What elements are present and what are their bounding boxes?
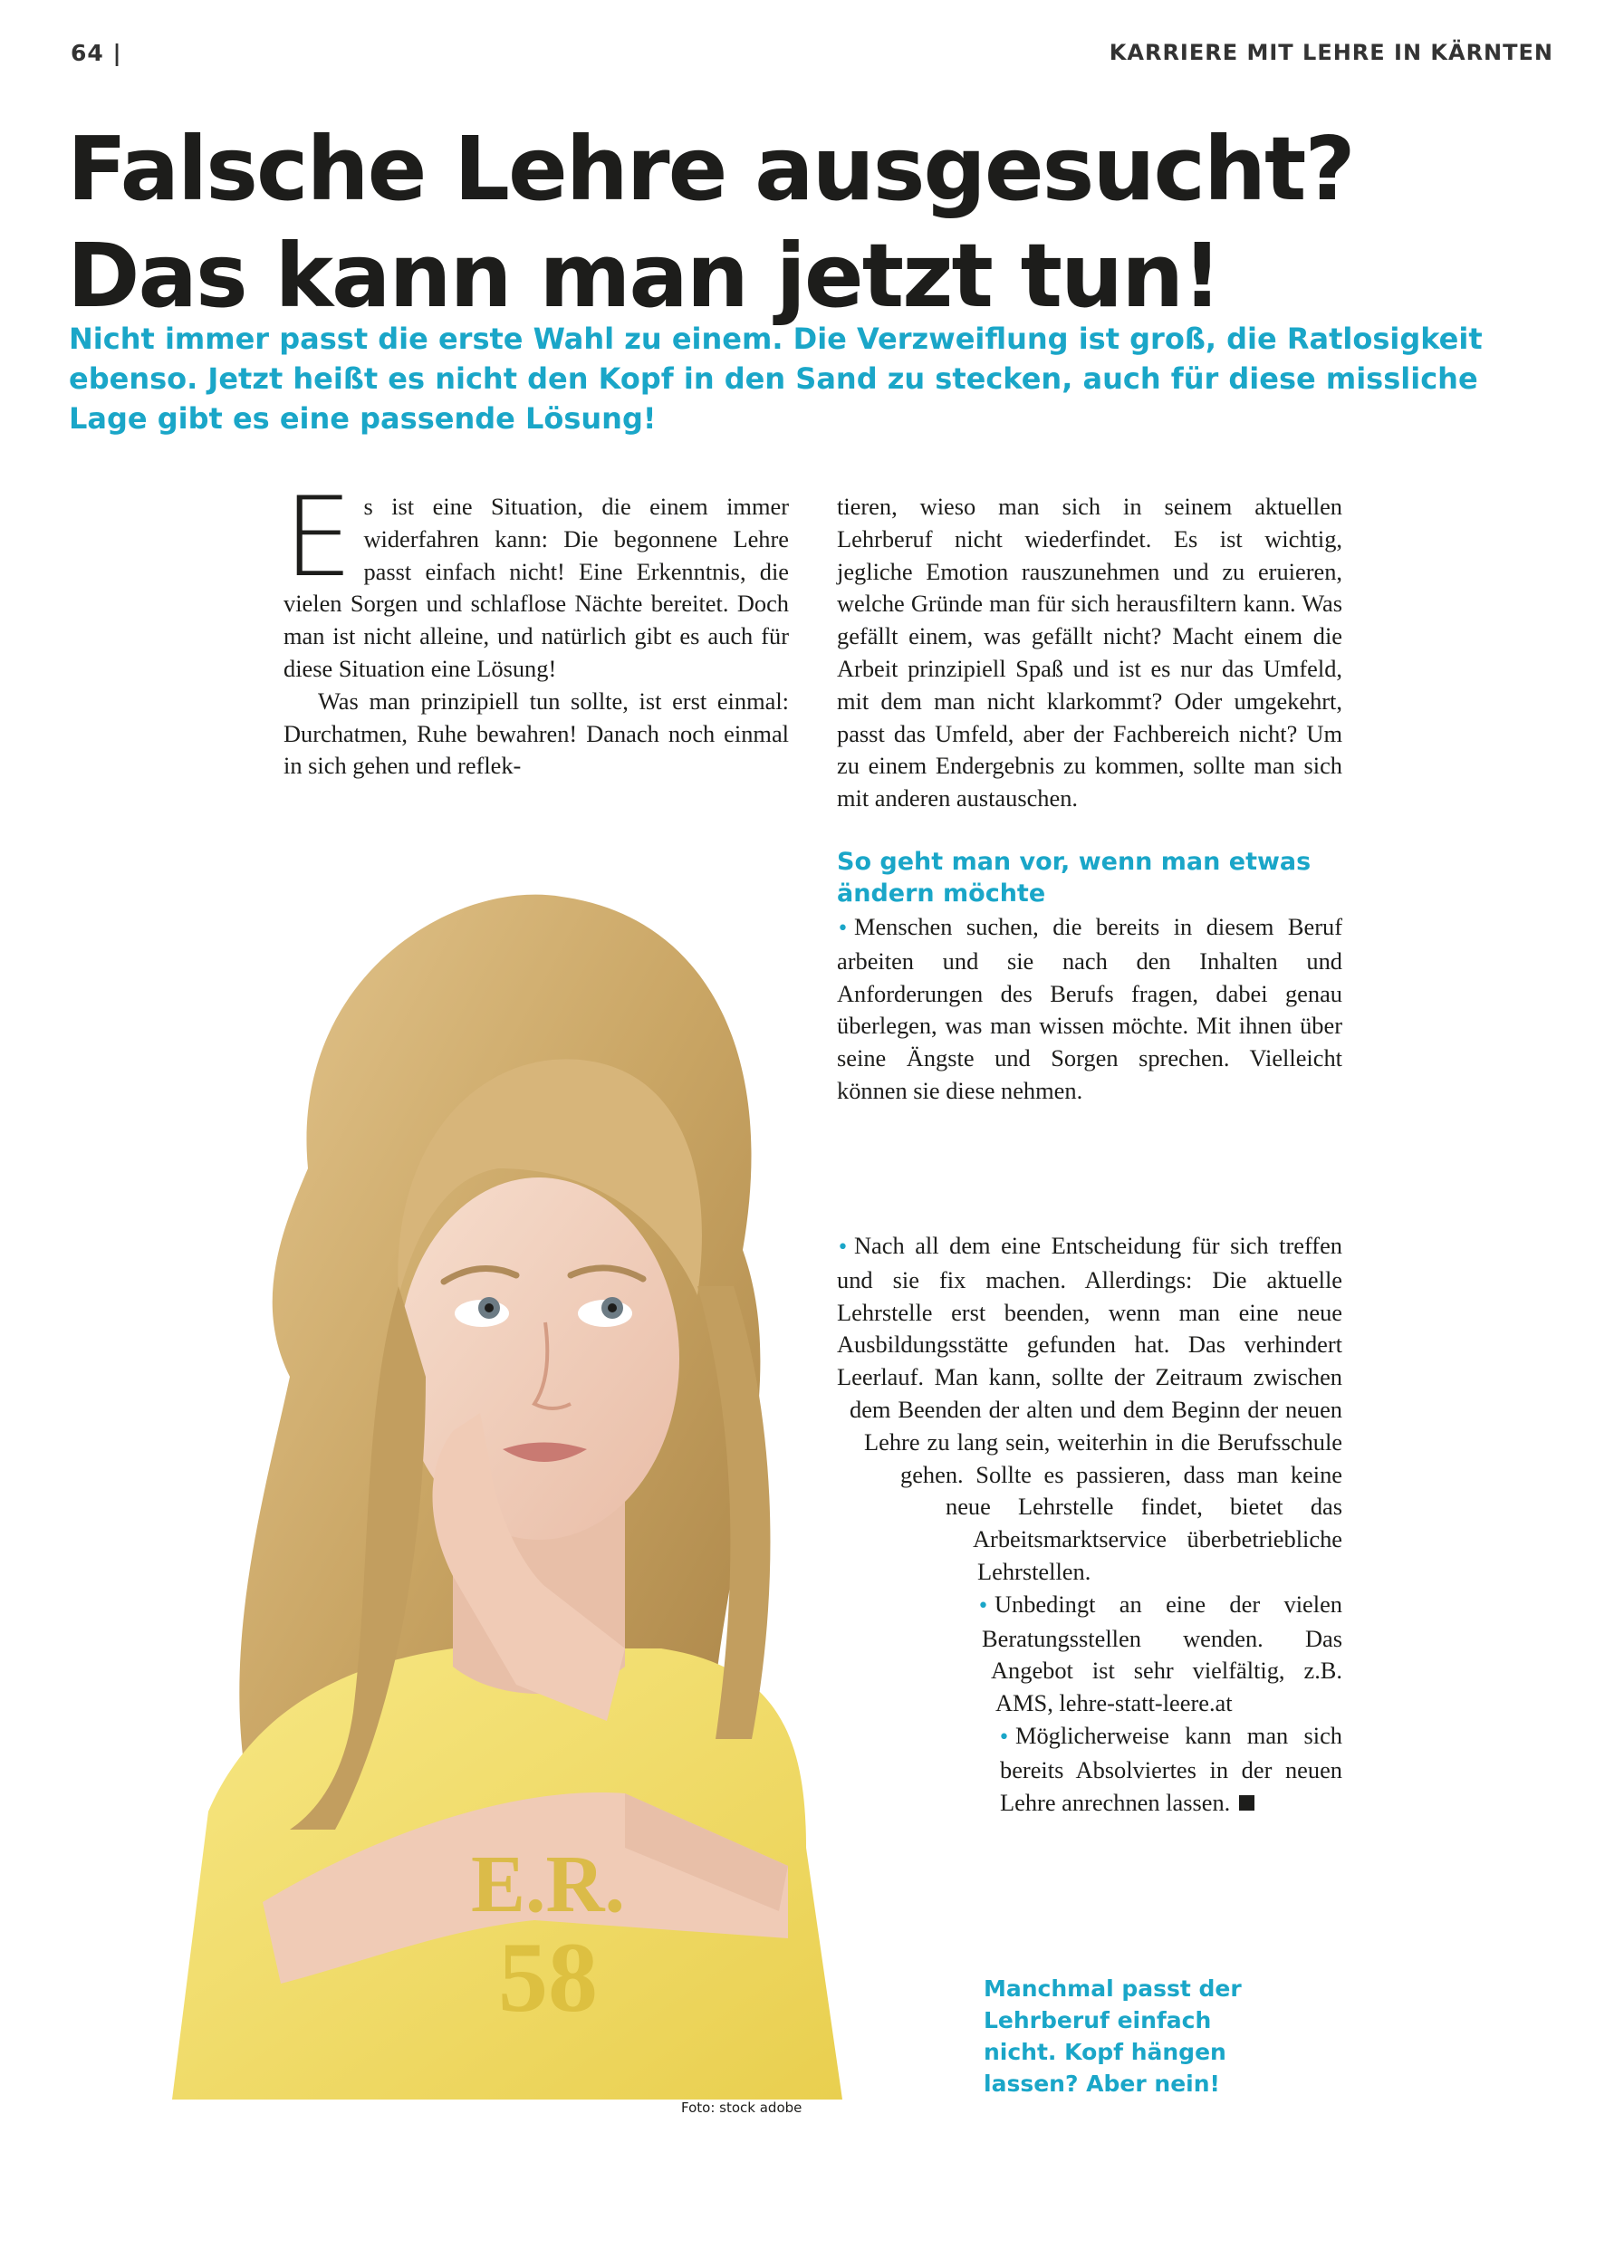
article-headline bbox=[67, 116, 1571, 330]
photo-caption: Manchmal passt der Lehrberuf einfach nicht. Kopf hängen lassen? Aber nein! bbox=[984, 1975, 1242, 2097]
headline-line-1: Falsche Lehre ausgesucht? bbox=[67, 118, 1354, 220]
end-of-article-icon bbox=[1239, 1795, 1254, 1811]
bullet-icon: • bbox=[837, 1236, 849, 1259]
text-column-left bbox=[283, 474, 789, 783]
bullet-icon: • bbox=[977, 1594, 989, 1618]
section-title: KARRIERE MIT LEHRE IN KÄRNTEN bbox=[1109, 40, 1553, 65]
bullet-text-1: Menschen suchen, die bereits in diesem Beruf arbeiten und sie nach den Inhalten und Anforderungen des Berufs fragen, dabei genau überlegen, was man wissen möchte. Mit ihnen über seine Ängste und Sorgen sprechen. Vielleicht können sie diese nehmen. bbox=[837, 912, 1342, 1104]
bullet-text-2: Nach all dem eine Entscheidung für sich treffen und sie fix machen. Allerdings: Die aktuelle Lehrstelle erst beenden, wenn man eine neue Ausbildungsstätte gefunden hat. Das verhindert Leerlauf. Man kann, sollte der Zeitraum zwischen dem Beenden der alten und dem Beginn der neuen Lehre zu lang sein, weiterhin in die Berufsschule gehen. Sollte es passieren, dass man keine neue Lehrstelle findet, bietet das Arbeitsmarktservice überbetriebliche Lehrstellen. bbox=[837, 1232, 1342, 1585]
shirt-print-letters: E.R. bbox=[471, 1840, 626, 1929]
bullet-text-3: Unbedingt an eine der vielen Beratungsstellen wenden. Das Angebot ist sehr vielfältig, z.B. AMS, lehre-statt-leere.at bbox=[982, 1590, 1342, 1717]
paragraph-intro-text: s ist eine Situation, die einem immer widerfahren kann: Die begonnene Lehre passt einfach nicht! Eine Erkenntnis, die vielen Sorgen und schlaflose Nächte bereitet. Doch man ist nicht alleine, und natürlich gibt es auch für diese Situation eine Lösung! bbox=[283, 493, 789, 682]
section-subheading: So geht man vor, wenn man etwas ändern möchte bbox=[837, 847, 1312, 908]
photo-credit: Foto: stock adobe bbox=[681, 2100, 802, 2116]
page-header bbox=[71, 40, 1553, 76]
paragraph-reflect-part-2: tieren, wieso man sich in seinem aktuellen Lehrberuf nicht wiederfindet. Es ist wichtig, jegliche Emotion rauszunehmen und zu eruieren, welche Gründe man für sich herausfiltern kann. Was gefällt einem, was gefällt nicht? Macht einem die Arbeit prinzipiell Spaß und ist es nur das Umfeld, mit dem man nicht klarkommt? Oder umgekehrt, passt das Umfeld, aber der Fachbereich nicht? Um zu einem Endergebnis zu kommen, sollte man sich mit anderen austauschen. bbox=[837, 493, 1342, 812]
photo-thinking-girl bbox=[154, 870, 942, 2100]
headline-line-2: Das kann man jetzt tun! bbox=[67, 225, 1221, 327]
shirt-print-number: 58 bbox=[498, 1922, 598, 2033]
page-number: 64 | bbox=[71, 40, 122, 66]
drop-cap: E bbox=[283, 474, 353, 601]
bullet-icon: • bbox=[837, 917, 849, 940]
article-lead: Nicht immer passt die erste Wahl zu einem. Die Verzweiflung ist groß, die Ratlosigkeit ebenso. Jetzt heißt es nicht den Kopf in den Sand zu stecken, auch für diese missliche Lage gibt es eine passende Lösung! bbox=[69, 322, 1483, 436]
paragraph-intro bbox=[283, 474, 789, 686]
bullet-text-4: Möglicherweise kann man sich bereits Absolviertes in der neuen Lehre anrechnen lassen. bbox=[1000, 1721, 1342, 1816]
paragraph-reflect-part-1: Was man prinzipiell tun sollte, ist erst einmal: Durchatmen, Ruhe bewahren! Danach noch einmal in sich gehen und reflek- bbox=[283, 687, 789, 780]
bullet-icon: • bbox=[998, 1725, 1010, 1749]
